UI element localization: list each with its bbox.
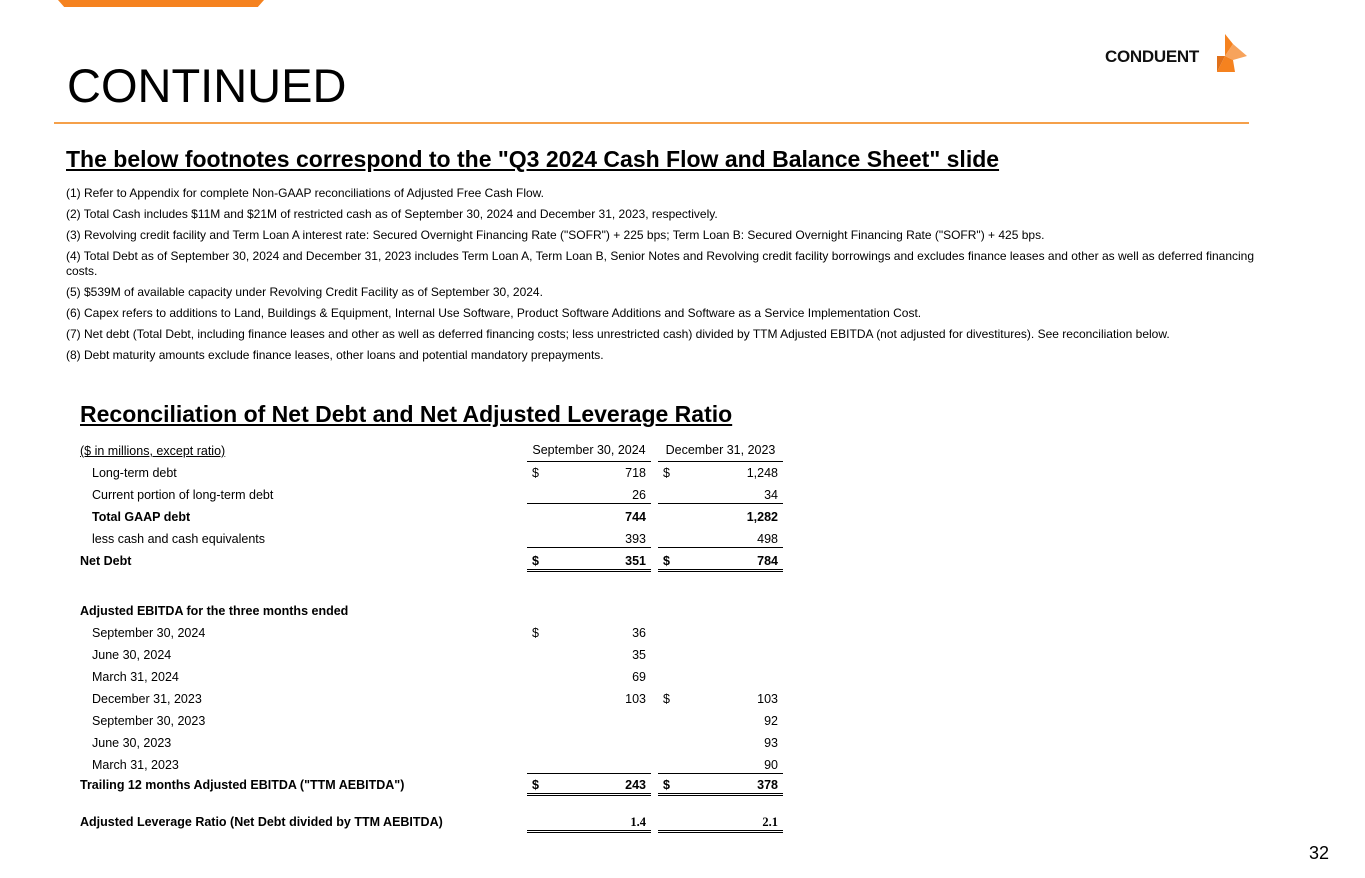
row-label: June 30, 2024 bbox=[92, 648, 172, 662]
cell-value: 36 bbox=[632, 626, 646, 640]
currency-sign: $ bbox=[532, 778, 539, 792]
logo-wordmark: CONDUENT bbox=[1105, 47, 1199, 66]
cell-value: 35 bbox=[632, 648, 646, 662]
currency-sign: $ bbox=[663, 554, 670, 568]
top-accent-bar bbox=[58, 0, 264, 7]
row-label: September 30, 2023 bbox=[92, 714, 206, 728]
footnote-2: (2) Total Cash includes $11M and $21M of restricted cash as of September 30, 2024 and December 31, 2023, respectively. bbox=[66, 207, 718, 221]
cell-sep-2024 bbox=[527, 507, 651, 525]
footnote-1: (1) Refer to Appendix for complete Non-GAAP reconciliations of Adjusted Free Cash Flow. bbox=[66, 186, 545, 200]
table-row-less-cash bbox=[80, 529, 800, 547]
row-label: Total GAAP debt bbox=[92, 510, 191, 524]
conduent-logo bbox=[1105, 34, 1255, 76]
cell-dec-2023 bbox=[658, 485, 783, 504]
footnotes-list bbox=[66, 186, 1276, 369]
cell-value: 2.1 bbox=[762, 815, 778, 829]
cell-sep-2024 bbox=[527, 551, 651, 572]
currency-sign: $ bbox=[663, 466, 670, 480]
footnotes-heading: The below footnotes correspond to the "Q3 2024 Cash Flow and Balance Sheet" slide bbox=[66, 146, 1000, 172]
currency-sign: $ bbox=[663, 778, 670, 792]
cell-value: 26 bbox=[632, 488, 646, 502]
cell-value: 498 bbox=[757, 532, 778, 546]
cell-value: 1,282 bbox=[746, 510, 778, 524]
cell-sep-2024 bbox=[527, 689, 651, 707]
table-row-current-portion bbox=[80, 485, 800, 503]
footnote-5: (5) $539M of available capacity under Revolving Credit Facility as of September 30, 2024. bbox=[66, 285, 543, 299]
reconciliation-heading: Reconciliation of Net Debt and Net Adjusted Leverage Ratio bbox=[80, 401, 733, 427]
cell-value: 90 bbox=[764, 758, 778, 772]
table-row-ttm bbox=[80, 775, 800, 793]
row-label: Net Debt bbox=[80, 554, 132, 568]
title-divider bbox=[54, 122, 1249, 124]
cell-value: 69 bbox=[632, 670, 646, 684]
row-label: March 31, 2024 bbox=[92, 670, 179, 684]
units-label: ($ in millions, except ratio) bbox=[80, 444, 226, 458]
cell-sep-2024 bbox=[527, 645, 651, 663]
row-label: September 30, 2024 bbox=[92, 626, 206, 640]
cell-value: 351 bbox=[625, 554, 646, 568]
cell-sep-2024 bbox=[527, 623, 651, 641]
cell-dec-2023 bbox=[658, 711, 783, 729]
table-row-total-gaap-debt bbox=[80, 507, 800, 525]
table-row-q-jun-2024 bbox=[80, 645, 800, 663]
cell-dec-2023 bbox=[658, 733, 783, 751]
cell-value: 744 bbox=[625, 510, 646, 524]
table-row-ebitda-heading bbox=[80, 601, 800, 619]
currency-sign: $ bbox=[663, 692, 670, 706]
cell-value: 718 bbox=[625, 466, 646, 480]
cell-value: 103 bbox=[757, 692, 778, 706]
table-row-q-mar-2023 bbox=[80, 755, 800, 773]
row-label: March 31, 2023 bbox=[92, 758, 179, 772]
cell-value: 1.4 bbox=[630, 815, 646, 829]
table-row-leverage-ratio bbox=[80, 812, 800, 830]
cell-value: 1,248 bbox=[746, 466, 778, 480]
cell-value: 378 bbox=[757, 778, 778, 792]
cell-dec-2023 bbox=[658, 551, 783, 572]
table-row-q-jun-2023 bbox=[80, 733, 800, 751]
table-row-q-sep-2023 bbox=[80, 711, 800, 729]
footnote-7: (7) Net debt (Total Debt, including finance leases and other as well as deferred financing costs; less unrestricted cash) divided by TTM Adjusted EBITDA (not adjusted for divestitures). See reconciliation below. bbox=[66, 327, 1170, 341]
column-header-dec-2023: December 31, 2023 bbox=[658, 443, 783, 462]
cell-dec-2023 bbox=[658, 812, 783, 833]
footnote-6: (6) Capex refers to additions to Land, Buildings & Equipment, Internal Use Software, Product Software Additions and Software as a Service Implementation Cost. bbox=[66, 306, 922, 320]
table-header-row bbox=[80, 441, 800, 459]
row-label: less cash and cash equivalents bbox=[92, 532, 266, 546]
row-label: December 31, 2023 bbox=[92, 692, 202, 706]
row-label: Trailing 12 months Adjusted EBITDA ("TTM AEBITDA") bbox=[80, 778, 405, 792]
cell-value: 103 bbox=[625, 692, 646, 706]
cell-dec-2023 bbox=[658, 775, 783, 796]
row-label: Adjusted Leverage Ratio (Net Debt divided by TTM AEBITDA) bbox=[80, 815, 443, 829]
cell-value: 93 bbox=[764, 736, 778, 750]
cell-value: 92 bbox=[764, 714, 778, 728]
row-label: Current portion of long-term debt bbox=[92, 488, 274, 502]
cell-sep-2024 bbox=[527, 529, 651, 548]
cell-sep-2024 bbox=[527, 463, 651, 481]
cell-value: 243 bbox=[625, 778, 646, 792]
footnote-8: (8) Debt maturity amounts exclude finance leases, other loans and potential mandatory prepayments. bbox=[66, 348, 604, 362]
currency-sign: $ bbox=[532, 466, 539, 480]
footnote-3: (3) Revolving credit facility and Term Loan A interest rate: Secured Overnight Financing Rate ("SOFR") + 225 bps; Term Loan B: Secured Overnight Financing Rate ("SOFR") + 425 bps. bbox=[66, 228, 1045, 242]
cell-sep-2024 bbox=[527, 485, 651, 504]
cell-value: 393 bbox=[625, 532, 646, 546]
cell-dec-2023 bbox=[658, 529, 783, 548]
cell-sep-2024 bbox=[527, 667, 651, 685]
footnote-4: (4) Total Debt as of September 30, 2024 and December 31, 2023 includes Term Loan A, Term Loan B, Senior Notes and Revolving credit facility borrowings and excludes finance leases and other as well as deferred financing costs. bbox=[66, 249, 1255, 278]
table-row-q-dec-2023 bbox=[80, 689, 800, 707]
table-row-q-sep-2024 bbox=[80, 623, 800, 641]
table-row-q-mar-2024 bbox=[80, 667, 800, 685]
cell-value: 784 bbox=[757, 554, 778, 568]
cell-dec-2023 bbox=[658, 507, 783, 525]
conduent-logo-icon bbox=[1211, 34, 1251, 76]
cell-sep-2024 bbox=[527, 755, 651, 774]
row-label: Adjusted EBITDA for the three months ended bbox=[80, 604, 349, 618]
currency-sign: $ bbox=[532, 626, 539, 640]
table-row-net-debt bbox=[80, 551, 800, 569]
cell-dec-2023 bbox=[658, 755, 783, 774]
column-header-sep-2024: September 30, 2024 bbox=[527, 443, 651, 462]
page-number: 32 bbox=[1309, 843, 1330, 863]
row-label: Long-term debt bbox=[92, 466, 177, 480]
cell-sep-2024 bbox=[527, 775, 651, 796]
table-row-long-term-debt bbox=[80, 463, 800, 481]
row-label: June 30, 2023 bbox=[92, 736, 172, 750]
cell-dec-2023 bbox=[658, 463, 783, 481]
currency-sign: $ bbox=[532, 554, 539, 568]
cell-dec-2023 bbox=[658, 689, 783, 707]
page-title: CONTINUED bbox=[67, 59, 347, 112]
cell-value: 34 bbox=[764, 488, 778, 502]
cell-sep-2024 bbox=[527, 812, 651, 833]
